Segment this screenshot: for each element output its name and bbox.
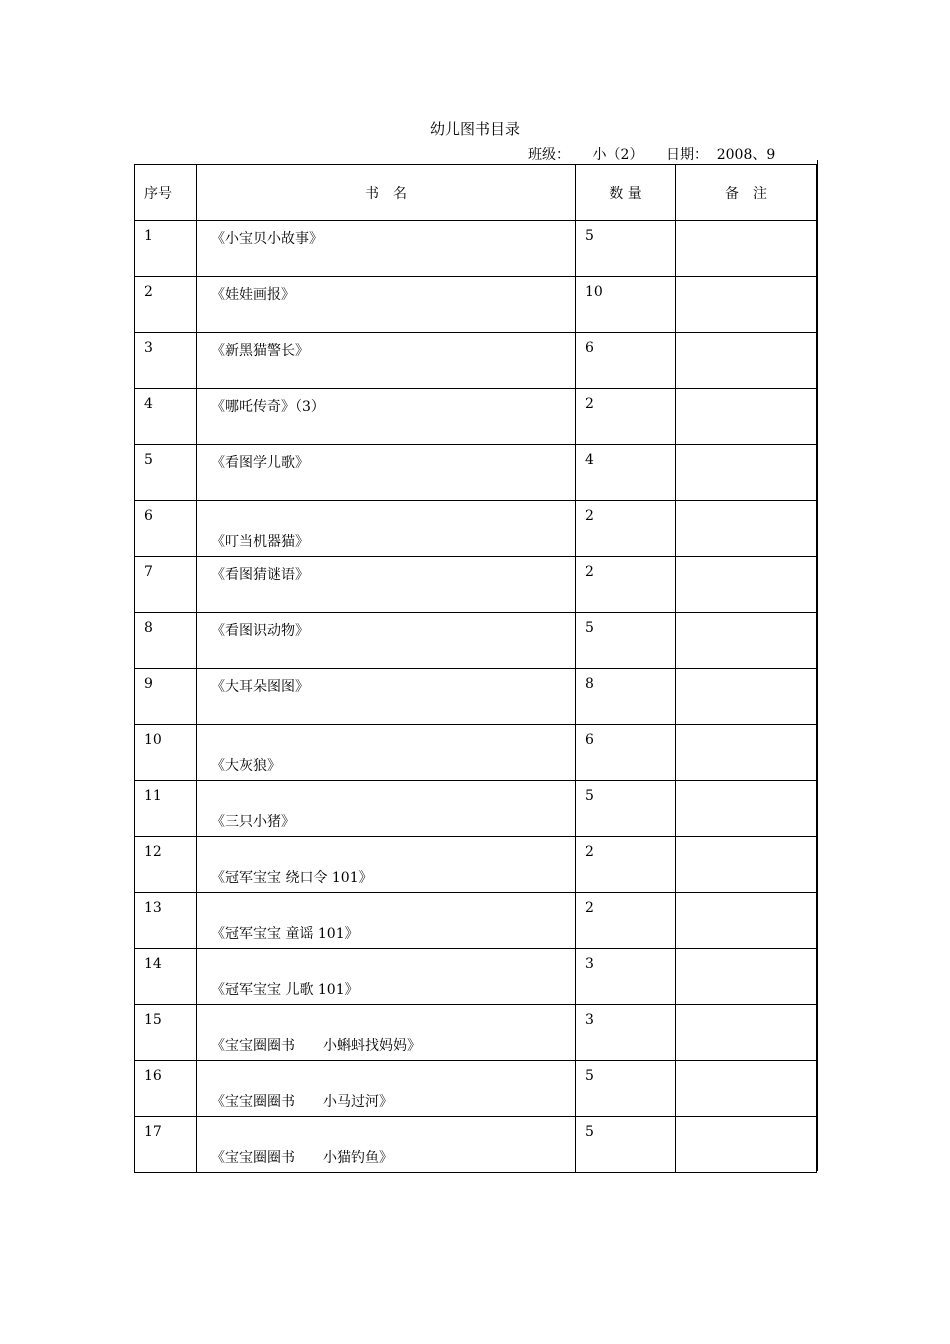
row-note-cell <box>676 781 817 837</box>
book-title: 《看图识动物》 <box>211 623 309 639</box>
book-note <box>676 1005 816 1012</box>
row-name-cell <box>197 221 576 277</box>
table-right-border <box>817 160 818 1171</box>
row-qty-cell <box>576 277 676 333</box>
row-note-cell <box>676 277 817 333</box>
row-no-cell <box>135 725 197 781</box>
row-qty-cell <box>576 837 676 893</box>
row-no-cell <box>135 333 197 389</box>
row-no-cell <box>135 613 197 669</box>
row-name-cell <box>197 613 576 669</box>
book-note <box>676 613 816 620</box>
book-quantity: 2 <box>585 564 594 580</box>
table-row <box>135 1061 817 1117</box>
row-qty-cell <box>576 669 676 725</box>
row-note-cell <box>676 445 817 501</box>
book-title: 《小宝贝小故事》 <box>211 231 323 247</box>
row-no-cell <box>135 221 197 277</box>
book-quantity: 6 <box>585 340 594 356</box>
row-name-cell <box>197 557 576 613</box>
table-body <box>135 221 817 1173</box>
row-qty-cell <box>576 949 676 1005</box>
book-title: 《哪吒传奇》（3） <box>211 399 325 415</box>
row-name-cell <box>197 1061 576 1117</box>
row-no: 13 <box>144 900 162 916</box>
row-no: 11 <box>144 788 162 804</box>
row-qty-cell <box>576 501 676 557</box>
row-no-cell <box>135 277 197 333</box>
table-row <box>135 949 817 1005</box>
row-name-cell <box>197 445 576 501</box>
row-note-cell <box>676 669 817 725</box>
header-qty: 数 量 <box>576 165 676 221</box>
table-row <box>135 221 817 277</box>
row-no: 17 <box>144 1124 162 1140</box>
book-title: 《娃娃画报》 <box>211 287 295 303</box>
book-catalog-table <box>134 164 817 1173</box>
row-name-cell <box>197 1005 576 1061</box>
book-title: 《叮当机器猫》 <box>211 534 309 550</box>
row-no: 6 <box>144 508 153 524</box>
row-name-cell <box>197 893 576 949</box>
row-no-cell <box>135 445 197 501</box>
row-qty-cell <box>576 893 676 949</box>
row-note-cell <box>676 949 817 1005</box>
book-note <box>676 837 816 844</box>
book-note <box>676 557 816 564</box>
class-label: 班级： <box>528 147 570 163</box>
row-name-cell <box>197 333 576 389</box>
table-row <box>135 557 817 613</box>
book-title: 《宝宝圈圈书 小马过河》 <box>211 1094 393 1110</box>
row-qty-cell <box>576 557 676 613</box>
book-quantity: 8 <box>585 676 594 692</box>
row-note-cell <box>676 389 817 445</box>
row-no: 12 <box>144 844 162 860</box>
table-row <box>135 781 817 837</box>
book-note <box>676 949 816 956</box>
book-title: 《新黑猫警长》 <box>211 343 309 359</box>
book-note <box>676 221 816 228</box>
row-name-cell <box>197 781 576 837</box>
row-note-cell <box>676 725 817 781</box>
book-note <box>676 893 816 900</box>
table-row <box>135 725 817 781</box>
table-row <box>135 389 817 445</box>
row-no: 3 <box>144 340 153 356</box>
row-no-cell <box>135 781 197 837</box>
book-quantity: 2 <box>585 396 594 412</box>
book-quantity: 10 <box>585 284 603 300</box>
row-no: 7 <box>144 564 153 580</box>
book-quantity: 2 <box>585 844 594 860</box>
date-value: 2008、9 <box>708 144 784 165</box>
row-no-cell <box>135 1061 197 1117</box>
row-note-cell <box>676 613 817 669</box>
table-row <box>135 1005 817 1061</box>
book-quantity: 4 <box>585 452 594 468</box>
row-note-cell <box>676 557 817 613</box>
row-note-cell <box>676 501 817 557</box>
row-qty-cell <box>576 781 676 837</box>
row-no-cell <box>135 501 197 557</box>
book-quantity: 2 <box>585 900 594 916</box>
book-title: 《宝宝圈圈书 小蝌蚪找妈妈》 <box>211 1038 421 1054</box>
book-quantity: 3 <box>585 1012 594 1028</box>
row-note-cell <box>676 1005 817 1061</box>
row-name-cell <box>197 669 576 725</box>
row-note-cell <box>676 837 817 893</box>
header-no: 序号 <box>135 165 197 221</box>
book-title: 《大灰狼》 <box>211 758 281 774</box>
row-note-cell <box>676 221 817 277</box>
row-no: 16 <box>144 1068 162 1084</box>
book-title: 《冠军宝宝 儿歌 101》 <box>211 982 359 998</box>
row-note-cell <box>676 893 817 949</box>
row-no: 14 <box>144 956 162 972</box>
book-title: 《看图猜谜语》 <box>211 567 309 583</box>
date-label: 日期： <box>666 147 708 163</box>
book-note <box>676 1117 816 1124</box>
row-no: 2 <box>144 284 153 300</box>
page-title: 幼儿图书目录 <box>429 120 520 138</box>
row-no: 15 <box>144 1012 162 1028</box>
book-quantity: 5 <box>585 228 594 244</box>
row-note-cell <box>676 1061 817 1117</box>
row-no: 9 <box>144 676 153 692</box>
book-title: 《冠军宝宝 童谣 101》 <box>211 926 359 942</box>
book-quantity: 2 <box>585 508 594 524</box>
row-no-cell <box>135 1117 197 1173</box>
row-qty-cell <box>576 333 676 389</box>
row-no-cell <box>135 389 197 445</box>
book-quantity: 5 <box>585 1068 594 1084</box>
row-qty-cell <box>576 613 676 669</box>
row-qty-cell <box>576 1117 676 1173</box>
row-no: 1 <box>144 228 153 244</box>
row-note-cell <box>676 333 817 389</box>
header-row <box>135 165 817 221</box>
row-name-cell <box>197 949 576 1005</box>
row-no: 4 <box>144 396 153 412</box>
book-title: 《三只小猪》 <box>211 814 295 830</box>
row-no: 10 <box>144 732 162 748</box>
row-qty-cell <box>576 221 676 277</box>
table-row <box>135 1117 817 1173</box>
row-no-cell <box>135 1005 197 1061</box>
table-row <box>135 837 817 893</box>
table-row <box>135 669 817 725</box>
table-row <box>135 277 817 333</box>
header-meta <box>528 144 784 165</box>
book-title: 《大耳朵图图》 <box>211 679 309 695</box>
row-name-cell <box>197 501 576 557</box>
row-qty-cell <box>576 1005 676 1061</box>
book-quantity: 5 <box>585 1124 594 1140</box>
book-note <box>676 1061 816 1068</box>
table-row <box>135 501 817 557</box>
row-name-cell <box>197 725 576 781</box>
book-title: 《看图学儿歌》 <box>211 455 309 471</box>
header-note: 备 注 <box>676 165 817 221</box>
book-quantity: 3 <box>585 956 594 972</box>
row-qty-cell <box>576 725 676 781</box>
book-note <box>676 725 816 732</box>
row-note-cell <box>676 1117 817 1173</box>
row-no-cell <box>135 669 197 725</box>
row-no: 5 <box>144 452 153 468</box>
class-value: 小（2） <box>570 144 666 165</box>
book-title: 《冠军宝宝 绕口令 101》 <box>211 870 373 886</box>
table-row <box>135 613 817 669</box>
table-row <box>135 333 817 389</box>
book-note <box>676 389 816 396</box>
book-note <box>676 501 816 508</box>
book-quantity: 5 <box>585 620 594 636</box>
book-quantity: 5 <box>585 788 594 804</box>
row-no-cell <box>135 557 197 613</box>
row-no-cell <box>135 893 197 949</box>
row-no: 8 <box>144 620 153 636</box>
row-name-cell <box>197 277 576 333</box>
book-note <box>676 669 816 676</box>
row-name-cell <box>197 837 576 893</box>
book-quantity: 6 <box>585 732 594 748</box>
row-qty-cell <box>576 389 676 445</box>
header-name: 书 名 <box>197 165 576 221</box>
table-row <box>135 893 817 949</box>
table-row <box>135 445 817 501</box>
row-no-cell <box>135 949 197 1005</box>
row-name-cell <box>197 1117 576 1173</box>
book-note <box>676 781 816 788</box>
book-title: 《宝宝圈圈书 小猫钓鱼》 <box>211 1150 393 1166</box>
row-name-cell <box>197 389 576 445</box>
book-note <box>676 277 816 284</box>
row-qty-cell <box>576 1061 676 1117</box>
row-no-cell <box>135 837 197 893</box>
row-qty-cell <box>576 445 676 501</box>
book-note <box>676 333 816 340</box>
book-note <box>676 445 816 452</box>
